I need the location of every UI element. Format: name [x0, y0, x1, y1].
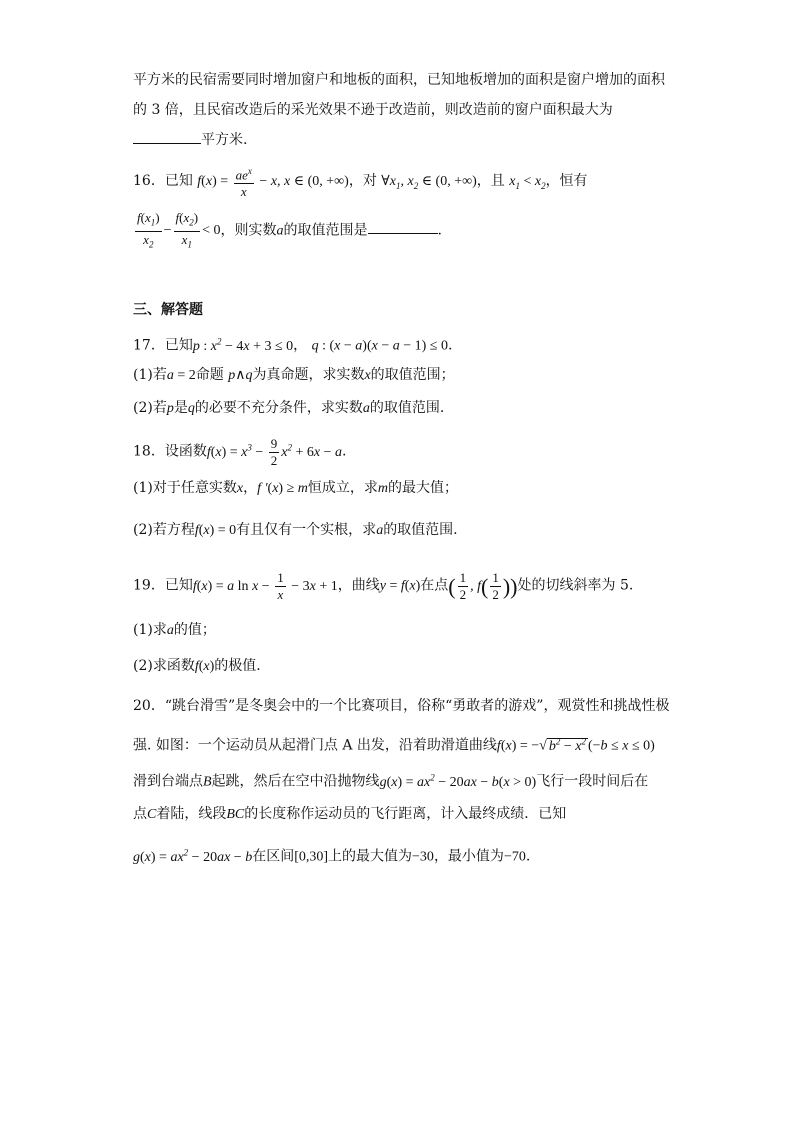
q17-line1 — [133, 331, 452, 357]
q15-line3 — [133, 130, 247, 150]
q19-number: 19．已知 — [133, 577, 193, 594]
q16-number: 16．已知 — [133, 172, 193, 189]
q17-var-x: x — [364, 368, 371, 383]
q18-part2-a: (2)若方程 — [133, 522, 195, 538]
q20-min: −70 — [503, 849, 526, 865]
q16-forall: $\forall x_1$, $x_2$ ∈ (0, +∞) — [381, 173, 477, 191]
q19-part1-b: 的值； — [173, 622, 216, 638]
q18-var-m: m — [377, 481, 389, 496]
q19-point: ( $\frac{1}{2}$ , f( $\frac{1}{2}$ )) — [448, 570, 518, 602]
q20-line4-b: 着陆，线段 — [156, 806, 227, 822]
q20-segment-bc: BC — [226, 807, 245, 822]
q17-var-q: q — [187, 401, 195, 416]
q17-part2 — [133, 398, 444, 419]
q20-g-def: $g(x) = ax^2 - 20ax - b$ — [133, 847, 253, 865]
q16-var-a: a — [276, 223, 284, 239]
q16-order: $x_1 < x_2$ — [509, 173, 546, 191]
q20-curve-f: f(x) = −√ $b^2 - x^2$ (−b ≤ x ≤ 0) — [496, 736, 655, 754]
q16-cond: ，对 — [348, 172, 377, 189]
q18-var-a: a — [376, 523, 384, 538]
q17-number: 17．已知 — [133, 337, 193, 354]
q19-at: 在点 — [420, 577, 449, 594]
q20-line5-b: 上的最大值为 — [328, 848, 413, 865]
q20-line3-a: 滑到台端点 — [133, 773, 203, 790]
q20-parabola: $g(x) = ax^2 - 20ax - b(x > 0)$ — [379, 772, 537, 790]
q20-line4-c: 的长度称作运动员的飞行距离，计入最终成绩．已知 — [244, 806, 567, 822]
q20-line5-a: 在区间 — [252, 848, 295, 865]
q16-cond2: ，且 — [476, 172, 505, 189]
section-title: 三、解答题 — [133, 302, 203, 318]
q20-interval: [0,30] — [294, 849, 329, 865]
q20-line1: 20．“跳台滑雪”是冬奥会中的一个比赛项目，俗称“勇敢者的游戏”，观赏性和挑战性极 — [133, 698, 670, 714]
q16-line2 — [133, 210, 442, 252]
q19-function: f(x) = a ln x − $\frac{1}{x}$ − 3x + 1 — [192, 570, 338, 602]
q15-line1: 平方米的民宿需要同时增加窗户和地板的面积，已知地板增加的面积是窗户增加的面积 — [133, 72, 665, 88]
q20-point-c: C — [147, 807, 157, 822]
q19-fx: f(x) — [194, 659, 215, 674]
q16-range-text: ，则实数 — [220, 222, 277, 239]
q17-part2-b: 是 — [173, 400, 188, 416]
q19-mid: ，曲线 — [337, 577, 380, 594]
q17-sep: ， — [293, 337, 308, 354]
q17-pq: p∧q — [228, 368, 253, 383]
q20-line4-a: 点 — [133, 806, 147, 822]
q18-part2-c: 的取值范围. — [383, 522, 458, 538]
q19-tail: 处的切线斜率为 5. — [517, 577, 634, 594]
q18-end: . — [342, 443, 347, 460]
q20-line3 — [133, 767, 648, 793]
q18-equation: f(x) = 0 — [194, 523, 237, 538]
q17-part2-d: 的取值范围. — [369, 400, 445, 416]
q18-part1-c: 的最大值； — [388, 480, 459, 496]
q17-end: . — [448, 337, 453, 354]
q17-a-eq: a = 2 — [166, 368, 196, 383]
q20-line3-b: 起跳，然后在空中沿抛物线 — [211, 773, 380, 790]
q17-var-a: a — [362, 401, 370, 416]
q20-line2 — [133, 731, 655, 757]
q18-number: 18．设函数 — [133, 443, 207, 460]
q16-line1 — [133, 163, 588, 200]
q16-function: f(x) = $\frac{ae^x}{x}$ − x, x ∈ (0, +∞) — [197, 174, 349, 189]
q18-line1 — [133, 436, 347, 469]
q20-line5-d: . — [525, 848, 531, 865]
q20-line5 — [133, 842, 530, 868]
q15-tail: 平方米. — [201, 132, 248, 148]
q16-always: ，恒有 — [545, 172, 588, 189]
q19-var-a: a — [166, 623, 174, 638]
q17-part1-a: (1)若 — [133, 367, 167, 383]
q19-part1-a: (1)求 — [133, 622, 167, 638]
q20-max: −30 — [412, 849, 434, 865]
q18-part2-b: 有且仅有一个实根，求 — [236, 522, 377, 538]
q17-q: q : (x − a)(x − a − 1) ≤ 0 — [311, 338, 448, 354]
q17-part2-a: (2)若 — [133, 400, 167, 416]
q18-function: $f(x) = x^3$ − $\frac{9}{2}$ $x^2 + 6x - a$ — [206, 436, 343, 468]
q15-line2: 的 3 倍，且民宿改造后的采光效果不逊于改造前，则改造前的窗户面积最大为 — [133, 102, 613, 118]
q19-part2-b: 的极值. — [214, 658, 261, 674]
q17-var-p: p — [166, 401, 174, 416]
q18-part1-a: (1)对于任意实数 — [133, 480, 237, 496]
q20-line3-c: 飞行一段时间后在 — [536, 773, 649, 790]
q19-part2 — [133, 656, 261, 677]
q17-part2-c: 的必要不充分条件，求实数 — [194, 400, 363, 416]
q17-part1 — [133, 365, 455, 386]
q17-part1-c: 为真命题，求实数 — [252, 367, 365, 383]
q18-var-x: x — [236, 481, 244, 496]
q16-inequality: $\frac{f(x_1)}{x_2}$ − $\frac{f(x_2)}{x_1}$ < 0 — [137, 210, 221, 250]
q18-part1: (1)对于任意实数x，f ′(x) ≥ m恒成立，求m的最大值； — [133, 480, 459, 496]
q19-curve: y = f(x) — [379, 578, 421, 594]
q17-part1-b: 命题 — [195, 367, 224, 383]
q19-part1 — [133, 620, 216, 641]
q20-point-b: B — [203, 774, 212, 790]
q20-line4 — [133, 804, 566, 825]
q17-part1-d: 的取值范围； — [370, 367, 455, 383]
q20-line2-a: 强. 如图：一个运动员从起滑门点 A 出发，沿着助滑道曲线 — [133, 737, 497, 754]
q19-line1 — [133, 570, 633, 603]
q18-part2 — [133, 520, 458, 541]
q20-line5-c: ，最小值为 — [433, 848, 504, 865]
q17-p: p : $x^2 - 4x + 3 \le 0$ — [192, 336, 294, 354]
answer-blank — [368, 233, 438, 234]
q16-tail: 的取值范围是 — [283, 222, 368, 239]
q16-end: . — [437, 222, 442, 239]
answer-blank — [133, 143, 201, 144]
q18-derivative: f ′(x) ≥ m — [257, 481, 308, 496]
q19-part2-a: (2)求函数 — [133, 658, 195, 674]
q18-part1-b: 恒成立，求 — [307, 480, 378, 496]
